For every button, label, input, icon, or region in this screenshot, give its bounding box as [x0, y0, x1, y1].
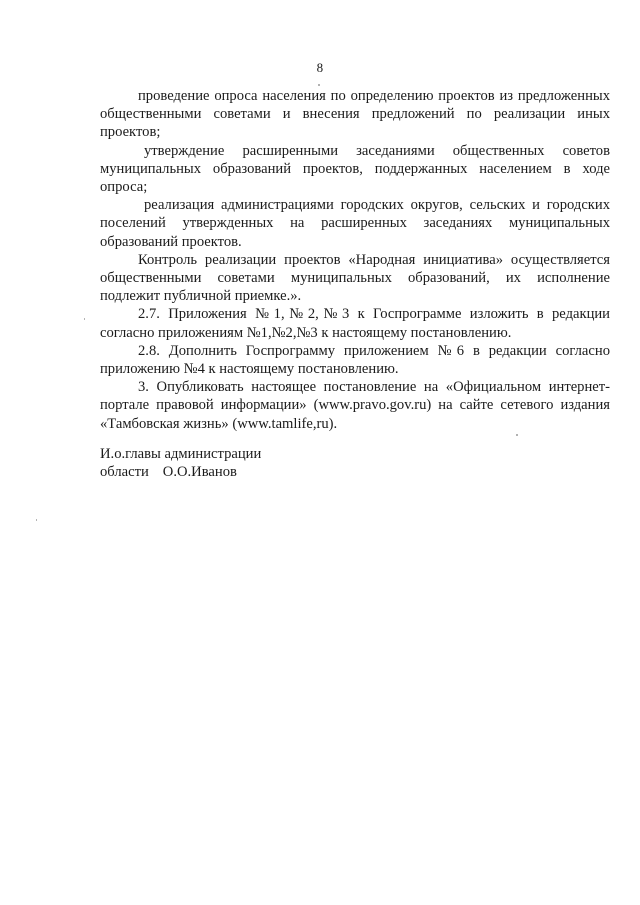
- paragraph-implementation: реализация администрациями городских округов, сельских и городских поселений утвержденных на расширенных заседаниях муниципальных образований проектов.: [100, 197, 610, 250]
- scan-speck: [36, 519, 37, 521]
- page-number: 8: [316, 60, 324, 75]
- paragraph-survey: проведение опроса населения по определению проектов из предложенных общественными советами и внесения предложений по реализации иных проектов;: [100, 88, 610, 141]
- paragraph-approval: утверждение расширенными заседаниями общественных советов муниципальных образований проектов, поддержанных населением в ходе опроса;: [100, 142, 610, 196]
- paragraph-control: Контроль реализации проектов «Народная инициатива» осуществляется общественными советами муниципальных образований, их исполнение подлежит публичной приемке.».: [100, 251, 610, 305]
- scan-speck: [318, 84, 320, 86]
- paragraph-2-8: 2.8. Дополнить Госпрограмму приложением №6 в редакции согласно приложению №4 к настоящему постановлению.: [100, 342, 610, 378]
- signature-title-line2: [100, 463, 261, 481]
- paragraph-3-publish: 3. Опубликовать настоящее постановление на «Официальном интернет-портале правовой информации» (www.pravo.gov.ru) на сайте сетевого издания «Тамбовская жизнь» (www.tamlife,ru).: [100, 379, 610, 432]
- signature-title-region: области: [100, 464, 149, 481]
- document-body: [100, 87, 610, 433]
- signature-title-line1: И.о.главы администрации: [100, 446, 262, 462]
- signature-block: [100, 445, 261, 481]
- scan-speck: [516, 434, 518, 436]
- paragraph-2-7: 2.7. Приложения №1,№2,№3 к Госпрограмме изложить в редакции согласно приложениям №1,№2,№3 к настоящему постановлению.: [100, 306, 610, 341]
- signatory-name: О.О.Иванов: [162, 464, 237, 481]
- scan-speck: [84, 318, 85, 320]
